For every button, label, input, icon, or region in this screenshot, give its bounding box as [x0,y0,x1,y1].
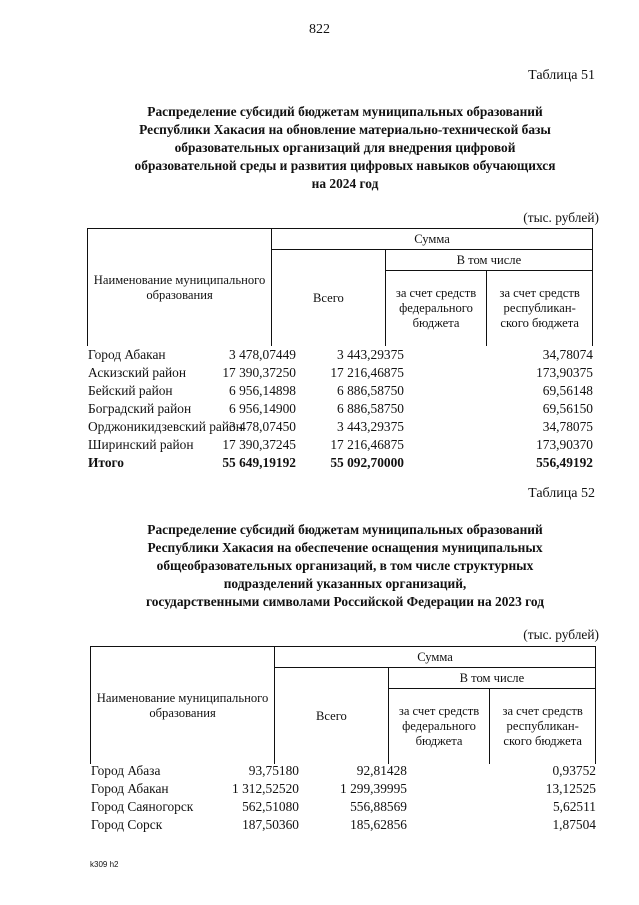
row-name: Аскизский район [88,365,187,380]
table-52-title [70,521,620,611]
table-row [91,780,596,798]
row-total: 3 478,07450 [229,419,296,434]
table-row [88,364,593,382]
table-row [88,382,593,400]
title-line: Распределение субсидий бюджетам муниципальных образований [147,522,543,537]
table-51-body [88,346,593,472]
table-51-header [87,228,593,346]
header-republic: за счет средств республикан-ского бюджета [487,271,593,347]
row-republic: 173,90375 [536,365,593,380]
table-52-label: Таблица 52 [528,486,595,501]
row-federal: 6 886,58750 [337,383,404,398]
title-line: на 2024 год [311,176,379,191]
row-republic: 13,12525 [545,781,596,796]
row-republic: 69,56150 [542,401,593,416]
header-federal: за счет средств федерального бюджета [385,271,487,347]
row-total: 3 478,07449 [229,347,296,362]
row-name: Город Сорск [91,817,163,832]
row-total: 17 390,37250 [222,365,296,380]
row-total: 6 956,14898 [229,383,296,398]
header-sum: Сумма [272,229,593,250]
table-row [91,798,596,816]
row-republic: 0,93752 [552,763,596,778]
row-federal: 185,62856 [350,817,407,832]
row-republic: 34,78075 [542,419,593,434]
header-including: В том числе [385,250,592,271]
footer-code: k309 h2 [90,860,119,869]
header-name: Наименование муниципального образования [91,647,275,765]
table-row [88,400,593,418]
title-line: образовательной среды и развития цифровых навыков обучающихся [134,158,556,173]
table-52-header [90,646,596,764]
row-total: 93,75180 [248,763,299,778]
table-row [91,816,596,834]
row-name: Ширинский район [88,437,194,452]
totals-total: 55 649,19192 [222,455,296,470]
row-republic: 1,87504 [552,817,596,832]
row-federal: 17 216,46875 [330,365,404,380]
title-line: Распределение субсидий бюджетам муниципальных образований [147,104,543,119]
row-federal: 3 443,29375 [337,419,404,434]
header-including: В том числе [388,668,595,689]
table-51-unit: (тыс. рублей) [523,210,599,225]
row-name: Город Абакан [88,347,166,362]
table-51-title [70,103,620,193]
totals-federal: 55 092,70000 [330,455,404,470]
table-51-label: Таблица 51 [528,68,595,83]
totals-row [88,454,593,472]
row-federal: 92,81428 [356,763,407,778]
title-line: Республики Хакасия на обеспечение оснащения муниципальных [147,540,543,555]
title-line: образовательных организаций для внедрения цифровой [174,140,516,155]
row-federal: 1 299,39995 [340,781,407,796]
table-row [88,418,593,436]
row-name: Город Саяногорск [91,799,194,814]
row-total: 6 956,14900 [229,401,296,416]
row-total: 1 312,52520 [232,781,299,796]
table-row [91,762,596,780]
page-number: 822 [309,22,330,37]
row-total: 187,50360 [242,817,299,832]
totals-republic: 556,49192 [536,455,593,470]
row-republic: 34,78074 [542,347,593,362]
table-52-body [91,762,596,834]
row-republic: 173,90370 [536,437,593,452]
header-sum: Сумма [275,647,596,668]
header-republic: за счет средств республикан-ского бюджета [490,689,596,765]
table-row [88,346,593,364]
title-line: подразделений указанных организаций, [223,576,467,591]
row-federal: 556,88569 [350,799,407,814]
table-row [88,436,593,454]
row-name: Боградский район [88,401,192,416]
header-name: Наименование муниципального образования [88,229,272,347]
row-name: Бейский район [88,383,173,398]
header-federal: за счет средств федерального бюджета [388,689,490,765]
row-name: Город Абакан [91,781,169,796]
row-federal: 6 886,58750 [337,401,404,416]
row-total: 562,51080 [242,799,299,814]
title-line: общеобразовательных организаций, в том числе структурных [156,558,534,573]
row-total: 17 390,37245 [222,437,296,452]
title-line: Республики Хакасия на обновление материально-технической базы [139,122,551,137]
row-federal: 17 216,46875 [330,437,404,452]
header-total: Всего [272,250,386,347]
totals-name: Итого [88,455,124,470]
title-line: государственными символами Российской Федерации на 2023 год [145,594,544,609]
header-total: Всего [275,668,389,765]
row-name: Орджоникидзевский район [88,419,243,434]
row-republic: 5,62511 [552,799,596,814]
row-federal: 3 443,29375 [337,347,404,362]
row-republic: 69,56148 [542,383,593,398]
table-52-unit: (тыс. рублей) [523,627,599,642]
row-name: Город Абаза [91,763,161,778]
